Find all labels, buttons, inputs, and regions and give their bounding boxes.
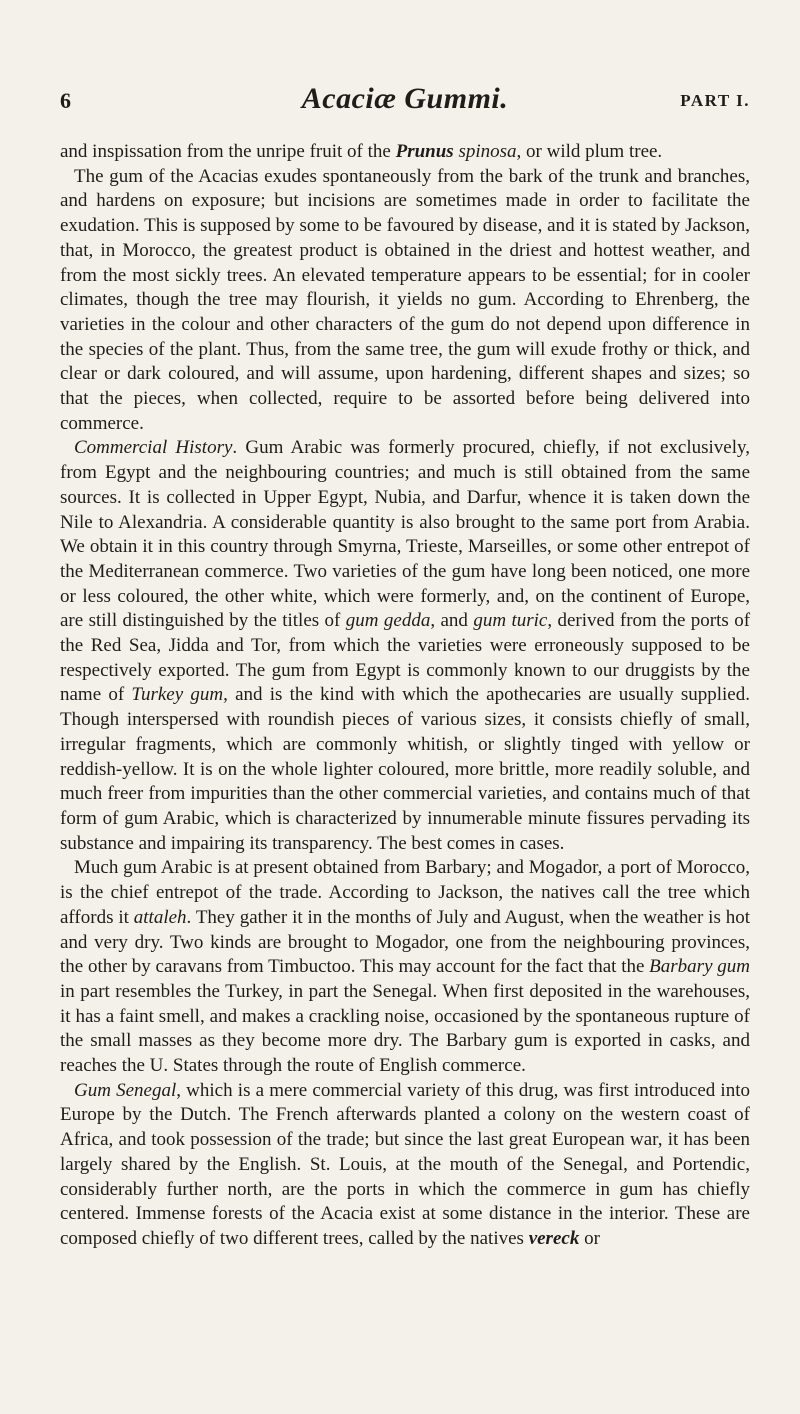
text-run-italic: attaleh xyxy=(133,906,187,928)
text-run-italic: Gum Senegal xyxy=(74,1079,177,1101)
text-run: . Gum Arabic was formerly procured, chiefly, if not exclusively, from Egypt and the neighbouring countries; and much is still obtained from the same sources. It is collected in Upper Egypt, Nubia, and Darfur, whence it is taken down the Nile to Alexandria. A considerable quantity is also brought to the same port from Arabia. We obtain it in this country through Smyrna, Trieste, Marseilles, or some other entrepot of the Mediterranean commerce. Two varieties of the gum have long been noticed, one more or less coloured, the other white, which were formerly, and, on the continent of Europe, are still distinguished by the titles of xyxy=(60,437,750,632)
text-run: , and xyxy=(430,610,474,632)
page-number: 6 xyxy=(60,88,71,113)
text-run: , and is the kind with which the apothecaries are usually supplied. Though interspersed with roundish pieces of various sizes, it consists chiefly of small, irregular fragments, which are commonly whitish, or slightly tinged with yellow or reddish-yellow. It is on the whole lighter coloured, more brittle, more readily soluble, and much freer from impurities than the other commercial varieties, and contains much of that form of gum Arabic, which is characterized by innumerable minute fissures pervading its substance and impairing its transparency. The best comes in cases. xyxy=(60,684,750,854)
text-run-italic: gum gedda xyxy=(345,610,431,632)
text-run: in part resembles the Turkey, in part the Senegal. When first deposited in the warehouses, it has a faint smell, and makes a crackling noise, occasioned by the spontaneous rupture of the small masses as they become more dry. The Barbary gum is exported in casks, and reaches the U. States through the route of English commerce. xyxy=(60,980,750,1077)
text-run: , which is a mere commercial variety of this drug, was first introduced into Europe by the Dutch. The French afterwards planted a colony on the western coast of Africa, and took possession of the trade; but since the last great European war, it has been largely shared by the English. St. Louis, at the mouth of the Senegal, and Portendic, considerably further north, are the ports in which the commerce in gum has chiefly centered. Immense forests of the Acacia exist at some distance in the interior. These are composed chiefly of two different trees, called by the natives xyxy=(60,1079,750,1249)
text-run-italic: gum turic xyxy=(473,610,548,632)
text-run-italic: Prunus xyxy=(395,141,454,162)
paragraph-5 xyxy=(60,1079,750,1252)
text-run: , derived from the ports of the Red Sea, Jidda and Tor, from which the varieties were erroneously supposed to be respectively exported. The gum from Egypt is commonly known to our druggists by the name of xyxy=(60,610,751,706)
paragraph-2 xyxy=(60,165,750,437)
text-run: . They gather it in the months of July and August, when the weather is hot and very dry. Two kinds are brought to Mogador, one from the neighbouring provinces, the other by caravans from Timbuctoo. This may account for the fact that the xyxy=(60,906,750,978)
paragraph-4 xyxy=(60,856,750,1078)
part-label: PART I. xyxy=(680,91,750,110)
text-run: , or wild plum tree. xyxy=(516,141,663,162)
page-header xyxy=(60,82,750,118)
text-run: Much gum Arabic is at present obtained from Barbary; and Mogador, a port of Morocco, is the chief entrepot of the trade. According to Jackson, the natives call the tree which affords it xyxy=(60,857,750,928)
text-run-italic: spinosa xyxy=(458,141,517,162)
book-page xyxy=(60,82,750,1252)
body-text xyxy=(60,140,750,1252)
section-heading-commercial-history: Commercial History xyxy=(74,437,233,459)
text-run-italic: vereck xyxy=(528,1227,580,1249)
running-title: Acaciæ Gummi. xyxy=(301,82,509,115)
text-run: or xyxy=(579,1227,600,1249)
paragraph-3 xyxy=(60,436,750,856)
text-run-italic: Barbary gum xyxy=(649,956,750,978)
text-run-italic: Turkey gum xyxy=(131,684,224,706)
text-run: and inspissation from the unripe fruit of the xyxy=(60,141,396,162)
paragraph-1 xyxy=(60,140,750,165)
text-run: The gum of the Acacias exudes spontaneously from the bark of the trunk and branches, and hardens on exposure; but incisions are sometimes made in order to facilitate the exudation. This is supposed by some to be favoured by disease, and it is stated by Jackson, that, in Morocco, the greatest product is obtained in the driest and hottest weather, and from the most sickly trees. An elevated temperature appears to be essential; for in cooler climates, though the tree may flourish, it yields no gum. According to Ehrenberg, the varieties in the colour and other characters of the gum do not depend upon difference in the species of the plant. Thus, from the same tree, the gum will exude frothy or thick, and clear or dark coloured, and will assume, upon hardening, different shapes and sizes; so that the pieces, when collected, require to be assorted before being delivered into commerce. xyxy=(60,165,750,434)
